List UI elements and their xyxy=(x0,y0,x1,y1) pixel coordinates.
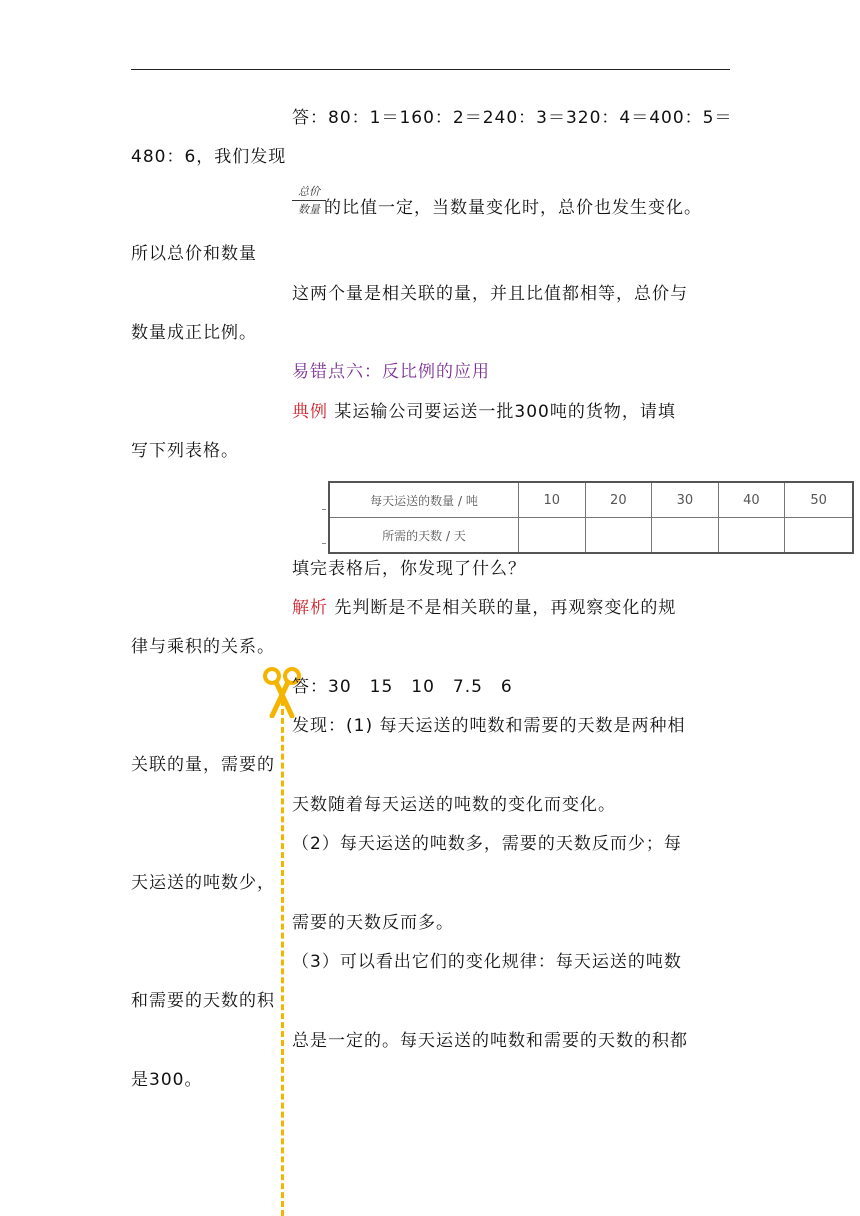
answer2-line4: 天数随着每天运送的吨数的变化而变化。 xyxy=(292,795,616,815)
table-cell: 20 xyxy=(585,482,652,518)
table-cell: 50 xyxy=(785,482,853,518)
answer1-line4: 所以总价和数量 xyxy=(131,244,257,264)
answer2-line11: 是300。 xyxy=(131,1070,203,1090)
fraction-total-over-quantity xyxy=(292,186,326,216)
table-tick xyxy=(322,543,326,544)
table-row-days xyxy=(329,518,853,554)
answer2-line2: 发现：(1) 每天运送的吨数和需要的天数是两种相 xyxy=(292,716,686,736)
answer2-line1: 答：30 15 10 7.5 6 xyxy=(292,677,513,697)
table-cell: 40 xyxy=(718,482,785,518)
answer2-line6: 天运送的吨数少， xyxy=(131,873,275,893)
answer1-line3: 的比值一定，当数量变化时，总价也发生变化。 xyxy=(324,198,702,218)
analysis-label: 解析 xyxy=(292,598,328,618)
table-header-days: 所需的天数 / 天 xyxy=(329,518,519,554)
header-rule xyxy=(131,69,730,70)
example-text-cont: 写下列表格。 xyxy=(131,441,239,461)
analysis-paragraph xyxy=(292,596,676,620)
table-header-tons: 每天运送的数量 / 吨 xyxy=(329,482,519,518)
example-paragraph xyxy=(292,400,676,424)
answer2-line10: 总是一定的。每天运送的吨数和需要的天数的积都 xyxy=(292,1031,688,1051)
question-text: 填完表格后，你发现了什么？ xyxy=(292,559,526,579)
table-cell: 30 xyxy=(652,482,719,518)
cut-line xyxy=(281,700,284,1216)
table-cell-empty[interactable] xyxy=(718,518,785,554)
answer2-line8: （3）可以看出它们的变化规律：每天运送的吨数 xyxy=(292,952,682,972)
table-row-tons xyxy=(329,482,853,518)
answer1-line6: 数量成正比例。 xyxy=(131,323,257,343)
table-tick xyxy=(322,509,326,510)
answer2-line7: 需要的天数反而多。 xyxy=(292,913,454,933)
answer2-line3: 关联的量，需要的 xyxy=(131,755,275,775)
answer2-line9: 和需要的天数的积 xyxy=(131,991,275,1011)
fraction-denominator: 数量 xyxy=(298,203,320,216)
example-label: 典例 xyxy=(292,402,328,422)
analysis-text: 先判断是不是相关联的量，再观察变化的规 xyxy=(328,598,677,618)
section-title: 易错点六：反比例的应用 xyxy=(292,362,490,382)
table-cell-empty[interactable] xyxy=(785,518,853,554)
table-cell-empty[interactable] xyxy=(652,518,719,554)
fraction-numerator: 总价 xyxy=(292,186,326,201)
answer1-line2: 480：6，我们发现 xyxy=(131,147,287,167)
table-cell: 10 xyxy=(519,482,586,518)
transport-table xyxy=(328,481,854,554)
analysis-text-cont: 律与乘积的关系。 xyxy=(131,637,275,657)
answer1-line5: 这两个量是相关联的量，并且比值都相等，总价与 xyxy=(292,284,688,304)
answer1-line1: 答：80：1＝160：2＝240：3＝320：4＝400：5＝ xyxy=(292,108,733,128)
table-cell-empty[interactable] xyxy=(585,518,652,554)
table-cell-empty[interactable] xyxy=(519,518,586,554)
answer2-line5: （2）每天运送的吨数多，需要的天数反而少；每 xyxy=(292,834,682,854)
example-text: 某运输公司要运送一批300吨的货物，请填 xyxy=(328,402,676,422)
